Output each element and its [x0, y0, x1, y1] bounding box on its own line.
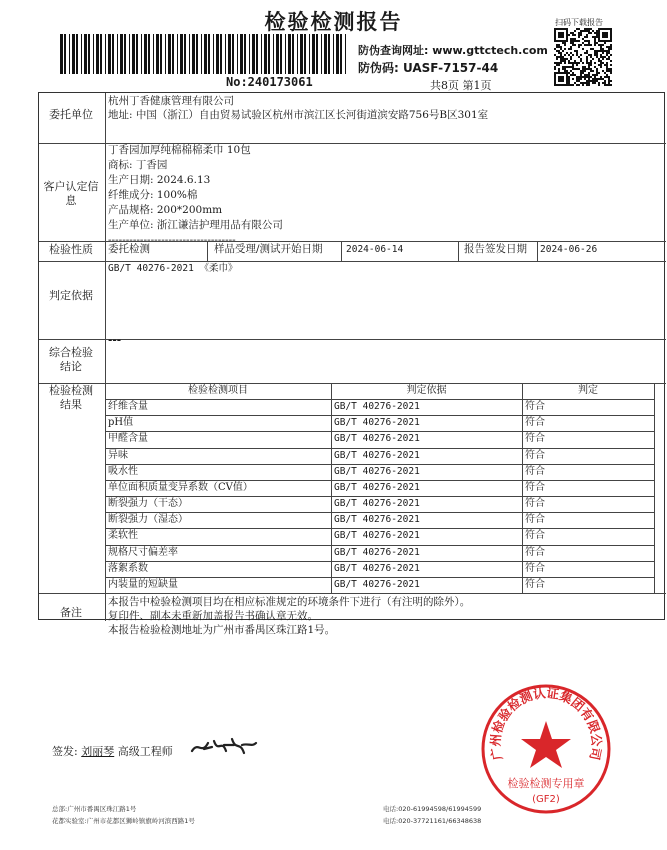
inspection-nature-label: 检验性质: [49, 243, 93, 256]
customer-info-line: 纤维成分: 100%棉: [108, 189, 198, 201]
client-address: 地址: 中国（浙江）自由贸易试验区杭州市滨江区长河街道滨安路756号B区301室: [108, 109, 489, 121]
results-header-cell: 检验检测项目: [188, 385, 248, 396]
remark-line: 本报告中检验检测项目均在相应标准规定的环境条件下进行（有注明的除外）。: [108, 596, 471, 608]
footer-hq: 总部:广州市番禺区珠江路1号: [52, 805, 137, 813]
results-header-cell: 判定: [578, 385, 598, 396]
results-cell-item: 断裂强力（湿态）: [108, 514, 188, 526]
report-number: No:240173061: [226, 75, 313, 89]
results-cell-basis: GB/T 40276-2021: [334, 498, 420, 510]
handwritten-signature: [188, 735, 260, 759]
seal-center-text: 检验检测专用章: [507, 777, 585, 790]
remark-line: 本报告检验检测地址为广州市番禺区珠江路1号。: [108, 624, 336, 636]
customer-info-line: 生产日期: 2024.6.13: [108, 174, 211, 186]
client-label: 委托单位: [49, 108, 93, 121]
issue-date-label: 报告签发日期: [464, 243, 527, 255]
customer-info-line: 丁香园加厚纯棉棉棉柔巾 10包: [108, 144, 251, 156]
results-cell-item: 柔软性: [108, 530, 138, 542]
remarks-label: 备注: [60, 606, 82, 619]
issue-date-value: 2024-06-26: [540, 244, 598, 255]
start-date-label: 样品受理/测试开始日期: [214, 243, 323, 255]
start-date-value: 2024-06-14: [346, 244, 404, 255]
results-cell-basis: GB/T 40276-2021: [334, 465, 420, 477]
signatory-name: 刘丽琴: [81, 745, 115, 758]
results-cell-basis: GB/T 40276-2021: [334, 546, 420, 558]
results-cell-basis: GB/T 40276-2021: [334, 433, 420, 445]
results-cell-item: 甲醛含量: [108, 433, 148, 445]
results-cell-verdict: 符合: [525, 449, 545, 461]
results-cell-verdict: 符合: [525, 417, 545, 429]
seal-ring-text: 广州检验检测认证集团有限公司: [487, 685, 605, 762]
footer-lab: 花都实验室:广州市花都区狮岭镇旗岭河滨西路1号: [52, 817, 195, 825]
results-cell-verdict: 符合: [525, 514, 545, 526]
official-seal: [480, 683, 612, 815]
results-cell-basis: GB/T 40276-2021: [334, 530, 420, 542]
results-cell-verdict: 符合: [525, 546, 545, 558]
results-cell-verdict: 符合: [525, 433, 545, 445]
results-cell-basis: GB/T 40276-2021: [334, 401, 420, 413]
signature-line: [52, 743, 173, 759]
inspection-nature-value: 委托检测: [108, 243, 150, 255]
verification-site: 防伪查询网址: www.gttctech.com: [358, 44, 548, 57]
results-cell-item: 异味: [108, 449, 128, 461]
results-cell-basis: GB/T 40276-2021: [334, 481, 420, 493]
footer-tel1: 电话:020-61994598/61994599: [383, 805, 482, 813]
report-title: 检验检测报告: [264, 10, 403, 34]
results-cell-item: 内装量的短缺量: [108, 578, 178, 590]
results-cell-basis: GB/T 40276-2021: [334, 449, 420, 461]
results-cell-verdict: 符合: [525, 498, 545, 510]
results-cell-verdict: 符合: [525, 465, 545, 477]
results-cell-basis: GB/T 40276-2021: [334, 562, 420, 574]
customer-info-line: 商标: 丁香园: [108, 159, 168, 171]
results-cell-item: 落絮系数: [108, 562, 148, 574]
results-cell-basis: GB/T 40276-2021: [334, 417, 420, 429]
results-cell-item: 单位面积质量变异系数（CV值）: [108, 481, 253, 493]
customer-info-label: 客户认定信息: [43, 180, 99, 207]
client-name: 杭州丁香健康管理有限公司: [108, 95, 234, 107]
results-cell-item: 断裂强力（干态）: [108, 498, 188, 510]
page-count: 共8页 第1页: [430, 79, 492, 92]
qr-caption: 扫码下载报告: [555, 18, 603, 27]
customer-info-line: 产品规格: 200*200mm: [108, 204, 223, 216]
results-cell-item: 规格尺寸偏差率: [108, 546, 178, 558]
footer-tel2: 电话:020-37721161/66348638: [383, 817, 482, 825]
seal-code: (GF2): [532, 794, 560, 805]
conclusion-label: 综合检验结论: [49, 346, 93, 373]
qr-code[interactable]: [554, 28, 612, 86]
remark-line: 复印件、副本未重新加盖报告书确认章无效。: [108, 610, 318, 622]
verification-code: 防伪码: UASF-7157-44: [358, 61, 499, 75]
results-label: 检验检测结果: [49, 384, 93, 411]
results-cell-verdict: 符合: [525, 401, 545, 413]
results-cell-item: 纤维含量: [108, 401, 148, 413]
results-cell-item: pH值: [108, 417, 134, 429]
signatory-title: 高级工程师: [117, 745, 173, 758]
basis-label: 判定依据: [49, 289, 93, 302]
conclusion-value: ---: [108, 334, 122, 346]
customer-info-line: ------------------------------------: [108, 234, 236, 246]
results-cell-item: 吸水性: [108, 465, 138, 477]
basis-value: GB/T 40276-2021 《柔巾》: [108, 263, 238, 274]
results-cell-verdict: 符合: [525, 578, 545, 590]
results-cell-verdict: 符合: [525, 562, 545, 574]
results-cell-verdict: 符合: [525, 481, 545, 493]
signature-prefix: 签发:: [52, 745, 78, 758]
results-cell-basis: GB/T 40276-2021: [334, 514, 420, 526]
customer-info-line: 生产单位: 浙江谦洁护理用品有限公司: [108, 219, 283, 231]
results-cell-verdict: 符合: [525, 530, 545, 542]
results-cell-basis: GB/T 40276-2021: [334, 578, 420, 590]
results-header-cell: 判定依据: [406, 385, 447, 396]
